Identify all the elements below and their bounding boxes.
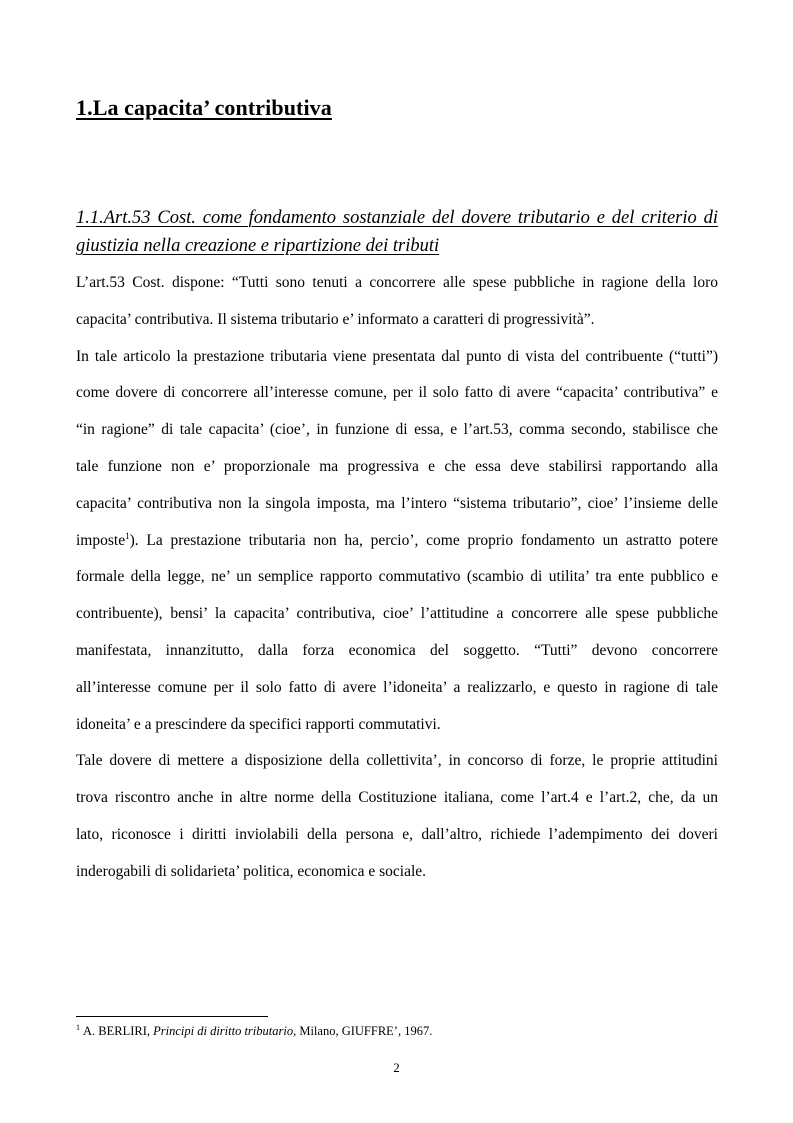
text-fragment: ). La prestazione tributaria non ha, percio’, come proprio fondamento un astratto potere <box>129 531 718 549</box>
page-number: 2 <box>393 1060 400 1075</box>
text-line: “in ragione” di tale capacita’ (cioe’, in funzione di essa, e l’art.53, comma secondo, stabilisce che <box>76 421 718 439</box>
footnote-author: A. BERLIRI, <box>83 1024 151 1038</box>
text-line: formale della legge, ne’ un semplice rapporto commutativo (scambio di utilita’ tra ente pubblico e <box>76 568 718 586</box>
text-fragment: imposte <box>76 531 126 549</box>
chapter-title: 1.La capacita’ contributiva <box>76 95 332 120</box>
footnote-reference[interactable]: 1 <box>125 530 130 541</box>
footnote-title: Principi di diritto tributario, <box>153 1024 297 1038</box>
text-line: all’interesse comune per il solo fatto di avere l’idoneita’ a realizzarlo, e questo in ragione di tale <box>76 678 718 696</box>
text-line: tale funzione non e’ proporzionale ma progressiva e che essa deve stabilirsi rapportando alla <box>76 457 718 475</box>
text-line: trova riscontro anche in altre norme della Costituzione italiana, come l’art.4 e l’art.2, che, da un <box>76 789 718 807</box>
paragraph-2 <box>76 339 718 744</box>
paragraph-3 <box>76 743 718 890</box>
text-line: In tale articolo la prestazione tributaria viene presentata dal punto di vista del contribuente (“tutti”) <box>76 347 718 365</box>
text-line: inderogabili di solidarieta’ politica, economica e sociale. <box>76 862 427 880</box>
text-line: Tale dovere di mettere a disposizione della collettivita’, in concorso di forze, le proprie attitudini <box>76 752 718 770</box>
text-line: capacita’ contributiva. Il sistema tributario e’ informato a caratteri di progressività”. <box>76 310 595 328</box>
section-title: 1.1.Art.53 Cost. come fondamento sostanziale del dovere tributario e del criterio di giustizia nella creazione e ripartizione dei tributi <box>76 208 718 256</box>
text-line: manifestata, innanzitutto, dalla forza economica del soggetto. “Tutti” devono concorrere <box>76 641 718 659</box>
paragraph-1 <box>76 265 718 339</box>
footnote <box>76 1024 432 1039</box>
text-line: contribuente), bensi’ la capacita’ contributiva, cioe’ l’attitudine a concorrere alle spese pubbliche <box>76 605 718 623</box>
text-line: lato, riconosce i diritti inviolabili della persona e, dall’altro, richiede l’adempimento dei doveri <box>76 825 718 843</box>
text-line-with-footnote <box>76 523 718 560</box>
body-text <box>76 265 718 891</box>
text-line: come dovere di concorrere all’interesse comune, per il solo fatto di avere “capacita’ contributiva” e <box>76 384 718 402</box>
text-line: idoneita’ e a prescindere da specifici rapporti commutativi. <box>76 715 441 733</box>
text-line: L’art.53 Cost. dispone: “Tutti sono tenuti a concorrere alle spese pubbliche in ragione della loro <box>76 274 718 291</box>
text-line: capacita’ contributiva non la singola imposta, ma l’intero “sistema tributario”, cioe’ l’insieme delle <box>76 494 718 512</box>
footnote-publication: Milano, GIUFFRE’, 1967. <box>299 1024 433 1038</box>
footnote-separator <box>76 1016 268 1017</box>
footnote-mark: 1 <box>76 1022 80 1032</box>
